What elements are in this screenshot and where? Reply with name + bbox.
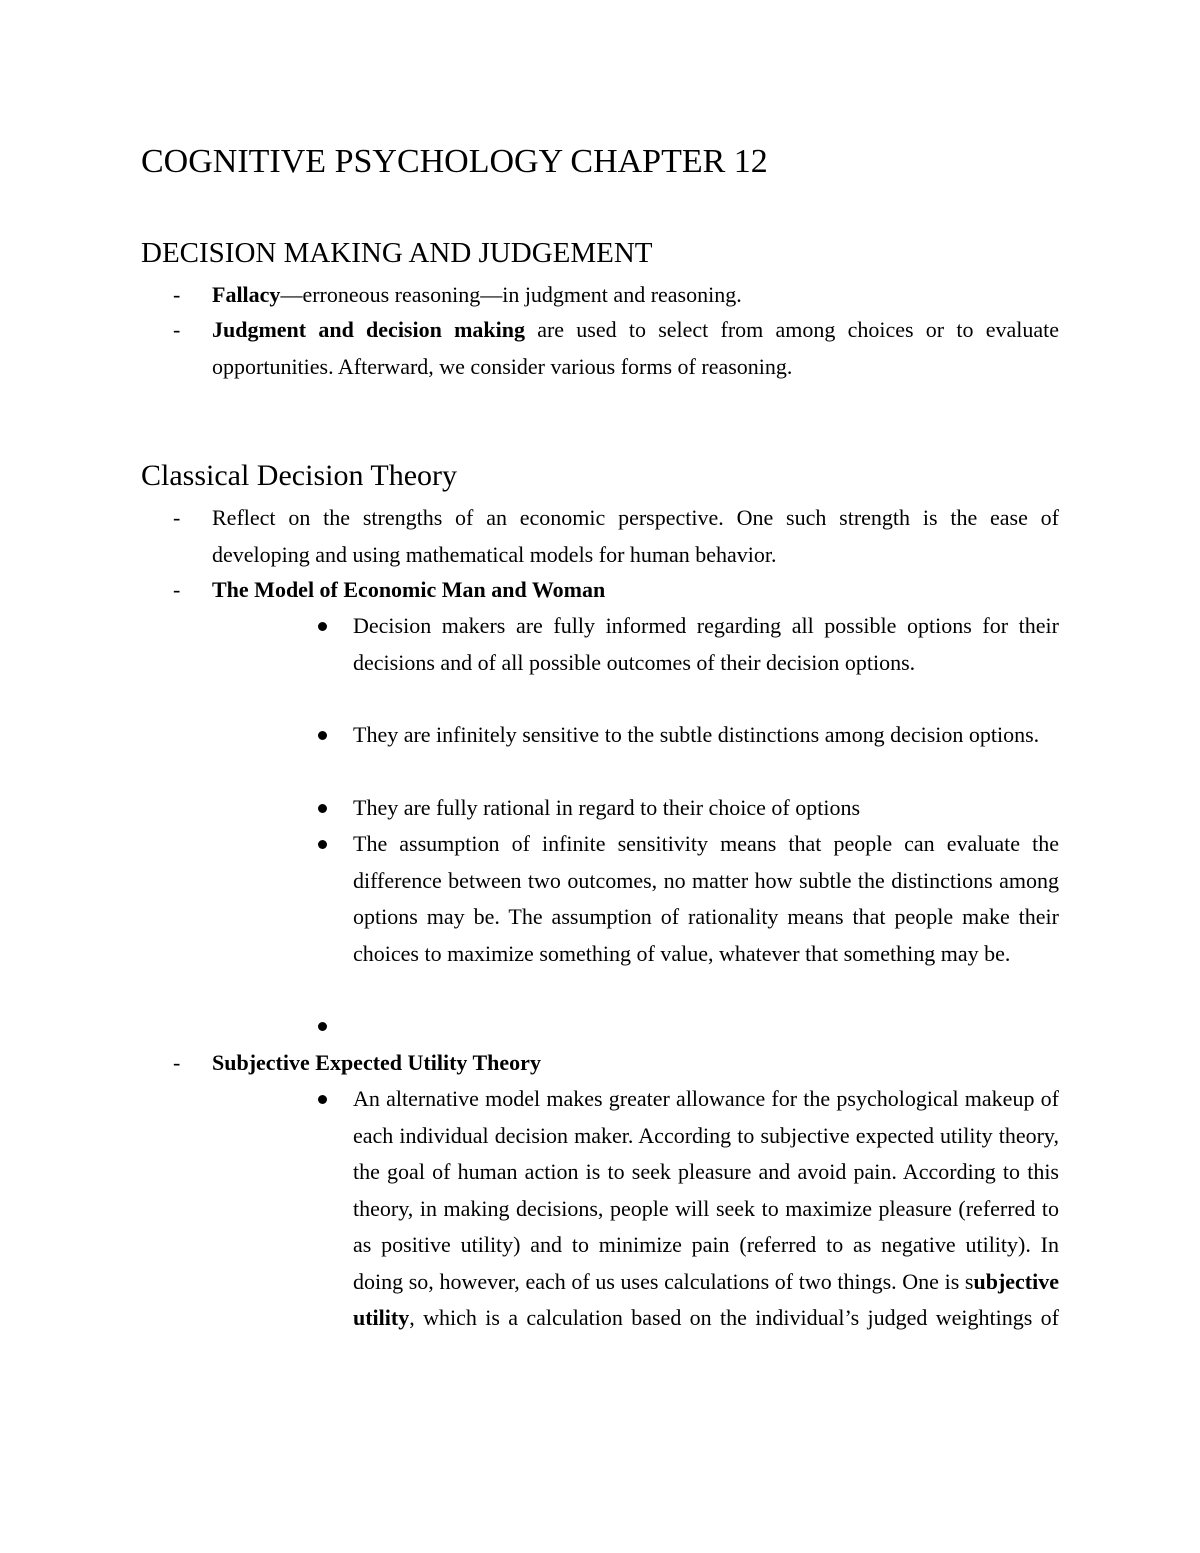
definition-judgment: are used to select from among choices or to evaluate opportunities. Afterward, we consider various forms of reasoning.	[212, 317, 1059, 379]
bullet-text: The assumption of infinite sensitivity means that people can evaluate the difference between two outcomes, no matter how subtle the distinctions among options may be. The assumption of rationality means that people make their choices to maximize something of value, whatever that something may be.	[353, 831, 1059, 966]
bullet-dot-icon	[318, 1022, 327, 1031]
bullet-item-empty	[318, 1008, 1059, 1045]
dash-marker: -	[173, 505, 181, 530]
term-judgment-decision-making: Judgment and decision making	[212, 317, 525, 342]
bullet-text: Decision makers are fully informed regarding all possible options for their decisions and of all possible outcomes of their decision options.	[353, 613, 1059, 675]
list-item-economic-perspective	[141, 499, 1059, 573]
list-item-seu-theory	[141, 1044, 1059, 1081]
bullet-item	[318, 717, 1059, 791]
bullet-item	[318, 790, 1059, 827]
seu-text-after: , which is a calculation based on the individual’s judged weightings of	[409, 1305, 1059, 1330]
list-item-economic-man-model	[141, 571, 1059, 608]
dash-marker: -	[173, 577, 181, 602]
definition-fallacy: —erroneous reasoning—in judgment and reasoning.	[280, 282, 742, 307]
list-item-text: Reflect on the strengths of an economic perspective. One such strength is the ease of developing and using mathematical models for human behavior.	[212, 505, 1059, 567]
seu-text-before: An alternative model makes greater allowance for the psychological makeup of each individual decision maker. According to subjective expected utility theory, the goal of human action is to seek pleasure and avoid pain. According to this theory, in making decisions, people will seek to maximize pleasure (referred to as positive utility) and to minimize pain (referred to as negative utility). In doing so, however, each of us uses calculations of two things. One is s	[353, 1086, 1059, 1294]
bullet-text	[353, 1081, 1059, 1337]
dash-marker: -	[173, 317, 181, 342]
dash-marker: -	[173, 282, 181, 307]
section-heading-classical-decision-theory: Classical Decision Theory	[141, 459, 458, 492]
term-fallacy: Fallacy	[212, 282, 281, 307]
section-heading-decision-making: DECISION MAKING AND JUDGEMENT	[141, 237, 653, 269]
term-subjective-utility: ubjective utility	[353, 1268, 1059, 1330]
document-title: COGNITIVE PSYCHOLOGY CHAPTER 12	[141, 143, 768, 180]
list-item-judgment	[141, 311, 1059, 422]
bullet-dot-icon	[318, 1095, 327, 1104]
subheading-seu-theory: Subjective Expected Utility Theory	[212, 1050, 541, 1075]
bullet-item	[318, 608, 1059, 718]
dash-marker: -	[173, 1050, 181, 1075]
bullet-dot-icon	[318, 731, 327, 740]
bullet-dot-icon	[318, 804, 327, 813]
bullet-dot-icon	[318, 840, 327, 849]
bullet-item	[318, 1081, 1059, 1411]
list-item-text	[212, 276, 1059, 313]
subheading-economic-man-model: The Model of Economic Man and Woman	[212, 577, 606, 602]
bullet-text: They are infinitely sensitive to the subtle distinctions among decision options.	[353, 722, 1040, 747]
bullet-item	[318, 826, 1059, 1010]
list-item-text	[212, 311, 1059, 385]
bullet-text: They are fully rational in regard to their choice of options	[353, 795, 861, 820]
bullet-dot-icon	[318, 622, 327, 631]
list-item-fallacy	[141, 276, 1059, 313]
